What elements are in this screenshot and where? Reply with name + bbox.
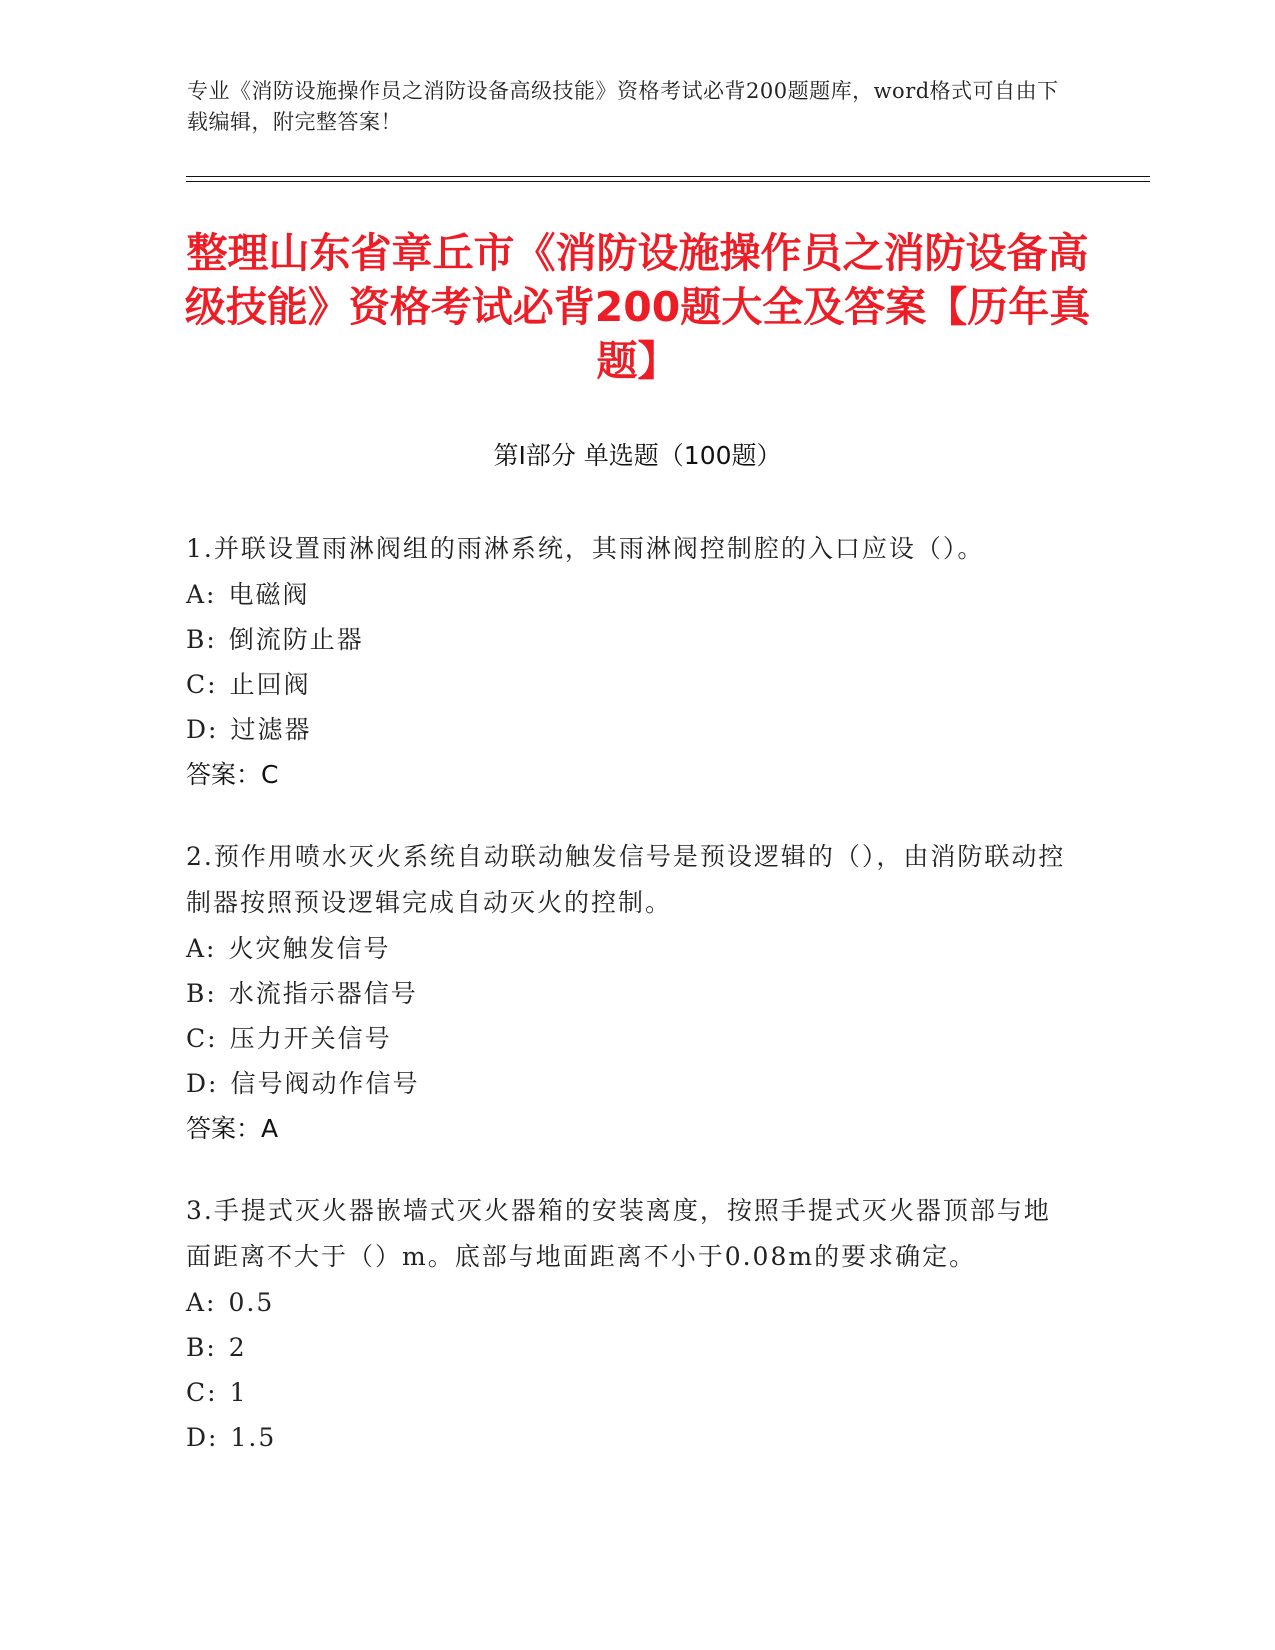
option-a	[186, 572, 1076, 617]
question-stem: 1.并联设置雨淋阀组的雨淋系统，其雨淋阀控制腔的入口应设（）。	[186, 534, 985, 563]
option-text: 信号阀动作信号	[230, 1069, 420, 1098]
option-b	[186, 1325, 1076, 1370]
option-label: D:	[186, 715, 219, 744]
option-d	[186, 707, 1076, 752]
option-c	[186, 1370, 1076, 1415]
option-text: 压力开关信号	[229, 1024, 392, 1053]
document-title: 整理山东省章丘市《消防设施操作员之消防设备高级技能》资格考试必背200题大全及答案【历年真题】	[184, 229, 1091, 385]
section-heading: 第I部分 单选题（100题）	[493, 441, 782, 470]
option-label: A:	[186, 580, 217, 609]
answer: 答案：C	[186, 760, 279, 789]
option-text: 过滤器	[230, 715, 312, 744]
option-label: A:	[186, 934, 217, 963]
option-text: 止回阀	[229, 670, 311, 699]
option-c	[186, 1016, 1076, 1061]
option-text: 水流指示器信号	[228, 979, 418, 1008]
option-a	[186, 926, 1076, 971]
option-label: B:	[186, 1333, 217, 1362]
option-text: 电磁阀	[228, 580, 310, 609]
option-d	[186, 1415, 1076, 1460]
option-label: C:	[186, 1024, 218, 1053]
option-a	[186, 1280, 1076, 1325]
option-text: 1	[229, 1378, 248, 1407]
option-label: D:	[186, 1069, 219, 1098]
option-text: 倒流防止器	[228, 625, 364, 654]
header-rule-bottom	[186, 181, 1150, 182]
answer: 答案：A	[186, 1114, 279, 1143]
option-c	[186, 662, 1076, 707]
option-text: 2	[228, 1333, 247, 1362]
option-text: 火灾触发信号	[228, 934, 391, 963]
option-b	[186, 971, 1076, 1016]
question-stem: 3.手提式灭火器嵌墙式灭火器箱的安装离度，按照手提式灭火器顶部与地面距离不大于（）m。底部与地面距离不小于0.08m的要求确定。	[186, 1196, 1051, 1271]
question-2	[186, 834, 1076, 1152]
option-b	[186, 617, 1076, 662]
option-label: C:	[186, 670, 218, 699]
option-label: A:	[186, 1288, 217, 1317]
option-label: C:	[186, 1378, 218, 1407]
question-list	[186, 526, 1076, 1496]
option-text: 0.5	[228, 1288, 275, 1317]
option-text: 1.5	[230, 1423, 277, 1452]
option-d	[186, 1061, 1076, 1106]
question-1	[186, 526, 1076, 798]
header-note: 专业《消防设施操作员之消防设备高级技能》资格考试必背200题题库，word格式可自由下载编辑，附完整答案！	[187, 79, 1059, 134]
header-rule-top	[186, 176, 1150, 177]
option-label: D:	[186, 1423, 219, 1452]
option-label: B:	[186, 979, 217, 1008]
question-3	[186, 1188, 1076, 1460]
option-label: B:	[186, 625, 217, 654]
question-stem: 2.预作用喷水灭火系统自动联动触发信号是预设逻辑的（），由消防联动控制器按照预设逻辑完成自动灭火的控制。	[186, 842, 1066, 917]
